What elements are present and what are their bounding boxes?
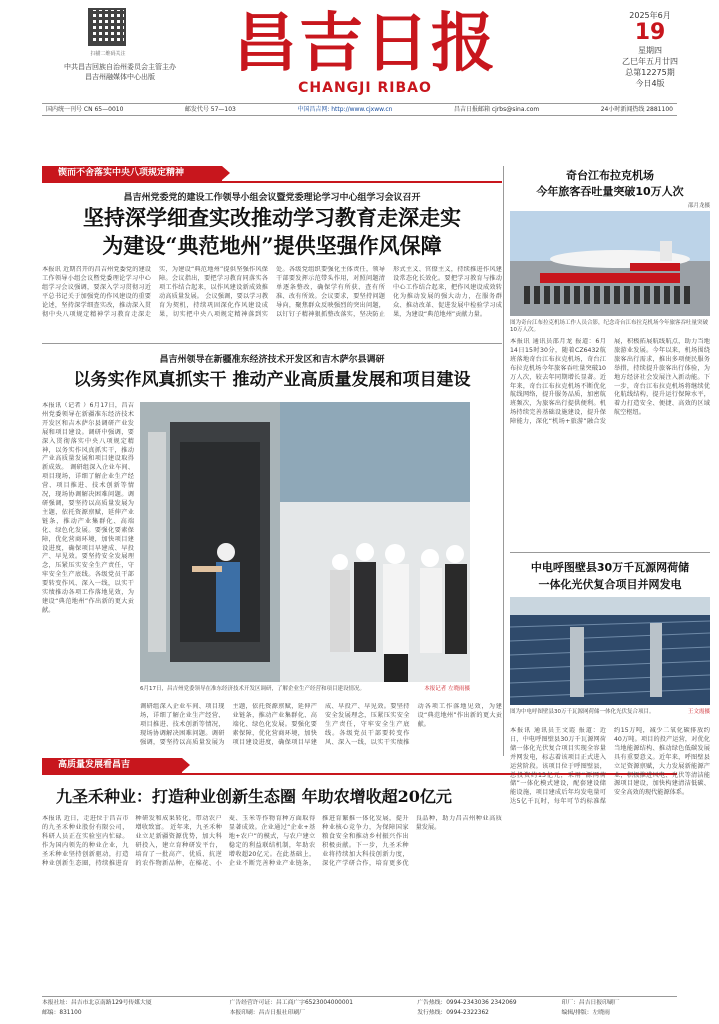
footer-printer: 印厂：昌吉日报印刷厂 [561,1000,620,1006]
article-1-headline-1: 坚持深学细查实改推动学习教育走深走实 [83,205,461,230]
issue-number: 总第12275期 [625,68,675,77]
article-3-headline: 九圣禾种业：打造种业创新生态圈 年助农增收超20亿元 [56,787,452,806]
masthead: 昌吉日报 [233,6,497,81]
article-2-body-cont [140,703,502,753]
article-1-subhead: 昌吉州党委党的建设工作领导小组会议暨党委理论学习中心组学习会议召开 [123,193,421,203]
article-body: 调研组深入企业车间、项目现场，详细了解企业生产经营、项目推进、技术创新等情况，现场协调解决困难问题。调研强调，要坚持以高质量发展为主题，依托资源禀赋，延伸产业链条，推动产业集群化、高端化、绿色化发展。要强化要素保障，优化营商环境，加快项目建设进度，确保项目早建成、早投产、早见效。要坚持安全发展理念，压紧压实安全生产责任，守牢安全生产底线。各级党员干部要转变作风、深入一线，以实干实绩推动各项工作落地见效，为建设“典范地州”作出新的更大贡献。 [42,464,134,614]
side-1-caption: 图为奇台江布拉克机场工作人员合影，纪念奇台江布拉克机场今年旅客吞吐量突破10万人次。 [510,320,709,333]
footer [42,996,677,1018]
footer-ad-hotline: 广告热线：0994-2343036 2342069 [417,1000,517,1006]
sponsor-line: 昌吉州融媒体中心出版 [85,73,155,81]
photo-credit: 本报记者 左晓雨摄 [424,686,470,692]
info-issn: 国内统一刊号 CN 65—0010 [46,106,124,113]
info-hotline: 24小时新闻热线 2881100 [600,106,673,113]
column-divider [503,166,504,756]
day-number: 19 [634,20,666,45]
masthead-pinyin: CHANGJI RIBAO [298,80,432,96]
article-1-headline-2: 为建设“典范地州”提供坚强作风保障 [102,233,442,258]
photo-caption: 图为中电呼图壁县30万千瓦源网荷储一体化光伏复合项目。 [510,709,655,715]
article-body: 调研组深入企业车间、项目现场，详细了解企业生产经营、项目推进、技术创新等情况，现场协调解决困难问题。调研强调，要坚持以高质量发展为主题，依托资源禀赋，延伸产业链条，推动产业集群化、高端化、绿色化发展。要强化要素保障，优化营商环境，加快项目建设进度，确保项目早建成、早投产、早见效。要坚持安全发展理念，压紧压实安全生产责任，守牢安全生产底线。各级党员干部要转变作风、深入一线，以实干实绩推动各项工作落地见效，为建设“典范地州”作出新的更大贡献。 [140,703,502,746]
side-2-headline-1: 中电呼图壁县30万千瓦源网荷储 [530,561,690,574]
side-2-caption [510,709,710,716]
info-postal: 邮发代号 57—103 [184,106,236,113]
article-2-body [42,402,134,752]
banner-rule [42,181,502,183]
qr-caption: 扫描二维码关注 [90,51,126,57]
article-body: 近年来，九圣禾种业立足新疆资源优势，加大科研投入，建立育种研发平台，培育了一批高产、优质、抗逆的农作物新品种，在棉花、小麦、玉米等作物育种方面取得显著成效。企业通过“企业+基地+农户”的模式，与农户建立稳定的利益联结机制，年助农增收超20亿元。在此基础上，企业不断完善种业产业链条，推进育繁推一体化发展，提升种业核心竞争力，为保障国家粮食安全和推动乡村振兴作出积极贡献。下一步，九圣禾种业将持续加大科技创新力度，深化产学研合作，培育更多优良品种，助力昌吉州种业高质量发展。 [135,815,502,867]
footer-postcode: 邮编：831100 [42,1009,82,1016]
footer-license: 广告经营许可证：昌工商广字6523004000001 [229,1000,353,1006]
article-2-caption [140,686,470,693]
footer-distribution: 发行热线：0994-2322362 [417,1009,489,1016]
article-1 [42,166,502,183]
footer-address: 本报社址：昌吉市北京南路129号传媒大厦 [42,1000,152,1006]
qr-code[interactable] [88,8,126,46]
airport-photo [510,211,710,316]
section-banner: 锲而不舍落实中央八项规定精神 [42,166,222,181]
article-body: 会议强调，要以学习教育为契机，持续巩固深化作风建设成果，切实把中央八项规定精神落到实处。各级党组织要强化主体责任，领导干部要发挥示范带头作用，对照问题清单逐条整改，确保学有所获、查有所准、改有所效。会议要求，要坚持问题导向，聚焦群众反映强烈的突出问题，以钉钉子精神狠抓整改落实，坚决防止形式主义、官僚主义，持续推进作风建设常态化长效化。要把学习教育与推动中心工作结合起来，把作风建设成效转化为推动发展的强大动力，在服务群众、推动改革、促进发展中检验学习成果，为建设“典范地州”贡献力量。 [159,266,502,318]
side-1-headline-1: 奇台江布拉克机场 [566,169,654,182]
info-email[interactable]: 昌吉日报邮箱 cjrbs@sina.com [453,106,540,113]
article-2-photo [140,402,470,682]
date-block [590,10,710,89]
solar-panel-photo-icon [510,597,710,705]
sponsor-info [50,62,190,82]
site-visit-photo-icon [140,402,470,682]
article-2-headline: 以务实作风真抓实干 推动产业高质量发展和项目建设 [73,370,471,390]
article-lead: 本报讯（记者 ）6月17日，昌吉州党委领导在新疆准东经济技术开发区和吉木萨尔县调研产业发展和项目建设。调研中强调，要深入贯彻落实中央八项规定精神，以务实作风真抓实干，推动产业高质量发展和项目建设取得新成效。 [42,402,134,472]
side-2-body: 本报讯 通讯员王文霞 报道：近日，中电呼图壁县30万千瓦源网荷储一体化光伏复合项目实现全容量并网发电，标志着该项目正式进入运营阶段。该项目位于呼图壁县，总投资约13亿元，采用“源网荷储”一体化模式建设，配套建设储能设施，项目建成后年均发电量可达5亿千瓦时，每年可节约标准煤约15万吨，减少二氧化碳排放约40万吨。项目的投产运营，对优化当地能源结构、推动绿色低碳发展具有重要意义。近年来，呼图壁县立足资源禀赋，大力发展新能源产业，积极推进风电、光伏等清洁能源项目建设，加快构建清洁低碳、安全高效的现代能源体系。 [510,727,710,806]
weekday: 星期四 [638,46,662,55]
divider [510,552,710,553]
side-1-body: 本报讯 通讯员邵月龙 报道：6月14日15时30分，随着CZ6432航班落地奇台江布拉克机场，奇台江布拉克机场今年旅客吞吐量突破10万人次，较去年同期增长显著。近年来，奇台江布拉克机场不断优化航线网络，提升服务品质，加密航班频次，为旅客出行提供便利。机场持续完善基础设施建设，提升保障能力，深化“机场+旅游”融合发展，积极拓展航线航点，助力当地旅游业发展。今年以来，机场围绕旅客出行需求，推出多项便民服务举措，持续提升旅客出行体验，为地方经济社会发展注入新动能。下一步，奇台江布拉克机场将继续优化航线结构，提升运行保障水平，着力打造安全、便捷、高效的区域航空枢纽。 [510,338,710,426]
photo-caption: 6月17日，昌吉州党委领导在准东经济技术开发区调研，了解企业生产经营和项目建设情况。 [140,686,366,692]
photo-credit: 王文霞摄 [687,709,710,715]
info-bar [42,103,677,116]
footer-editor: 编辑/排版：左晓雨 [561,1009,610,1016]
article-lead: 本报讯 近日，走进位于昌吉市的九圣禾种业股份有限公司，科研人员正在实验室内忙碌。作为国内领先的种业企业，九圣禾种业坚持创新驱动，打造种业创新生态圈，持续推进育种研发和成果转化，带动农户增收致富。 [42,815,222,867]
side-1-credit: 邵月龙摄 [687,203,710,209]
article-lead: 本报讯 近期召开的昌吉州党委党的建设工作领导小组会议暨党委理论学习中心组学习会议强调，要深入学习贯彻习近平总书记关于加强党的作风建设的重要论述，坚持深学细查实改，推动深入贯彻中央八项规定精神学习教育走深走实，为建设“典范地州”提供坚强作风保障。会议指出，要把学习教育同落实各项工作结合起来，以作风建设新成效推动高质量发展。 [42,266,268,318]
footer-printing: 本报印刷：昌吉日报社印刷厂 [229,1009,305,1016]
info-website[interactable]: 中国昌吉网: http://www.cjxww.cn [297,106,393,113]
sponsor-line: 中共昌吉回族自治州委员会主管主办 [64,63,176,71]
side-2-headline-2: 一体化光伏复合项目并网发电 [538,578,682,591]
airport-photo-icon [510,211,710,316]
article-3-body [42,815,502,991]
side-1-headline-2: 今年旅客吞吐量突破10万人次 [536,185,684,198]
lunar-date: 乙巳年五月廿四 [622,57,678,66]
solar-photo [510,597,710,705]
year-month: 2025年6月 [629,11,671,20]
article-1-body [42,266,502,336]
section-banner: 高质量发展看昌吉 [42,758,182,773]
article-2-subhead: 昌吉州领导在新疆准东经济技术开发区和吉木萨尔县调研 [159,355,385,365]
divider [42,343,502,344]
page-count: 今日4版 [635,79,665,88]
